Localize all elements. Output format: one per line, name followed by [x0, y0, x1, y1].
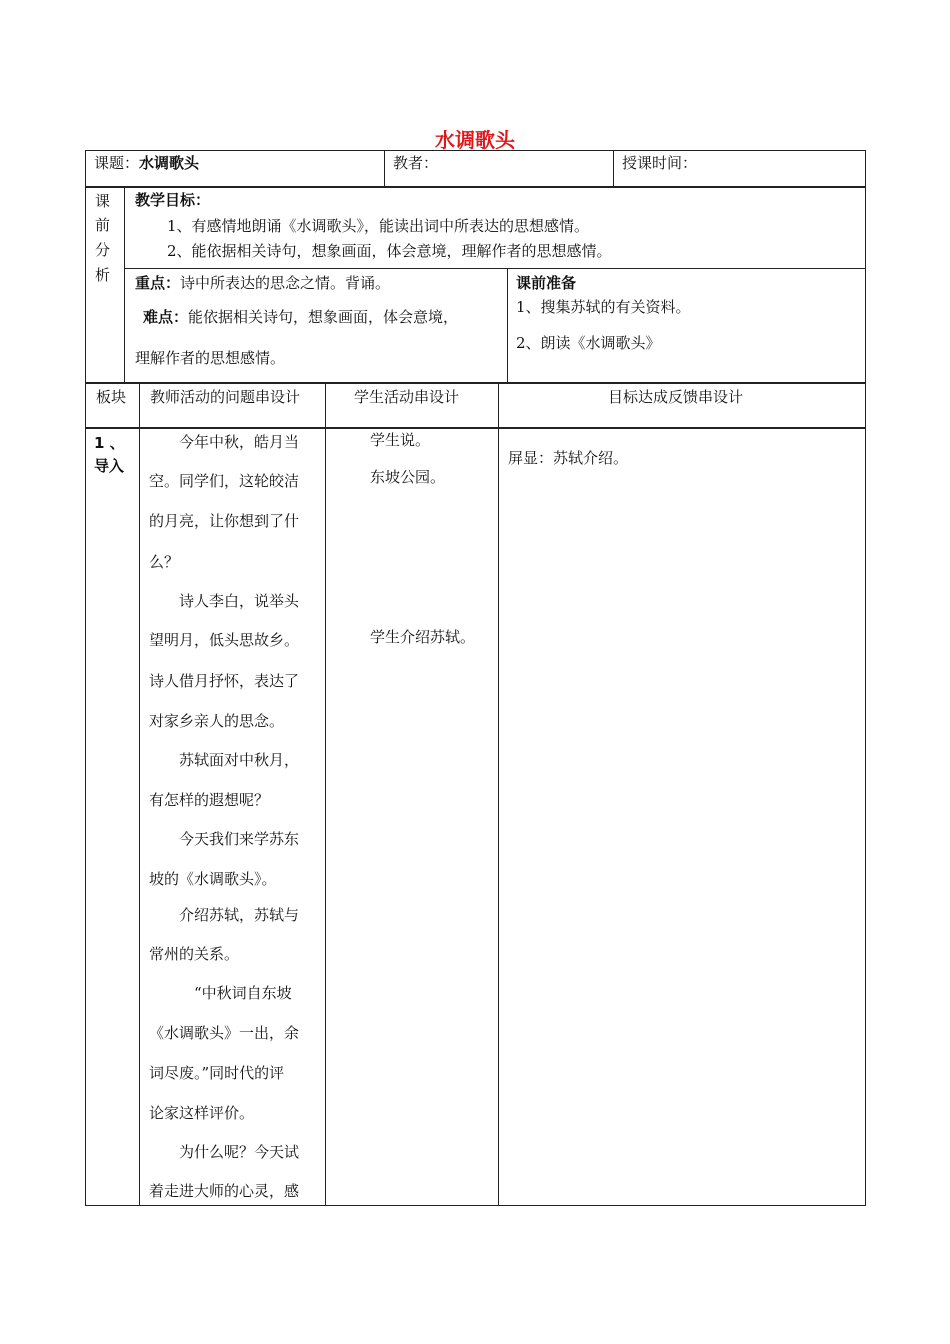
- objective-item: 2、能依据相关诗句，想象画面，体会意境，理解作者的思想感情。: [167, 242, 612, 260]
- document-title: 水调歌头: [435, 128, 515, 152]
- prep-item: 2、朗读《水调歌头》: [516, 334, 661, 352]
- time-label: 授课时间：: [622, 154, 698, 172]
- objective-item: 1、有感情地朗诵《水调歌头》，能读出词中所表达的思想感情。: [167, 217, 590, 235]
- column-header-section: 板块: [96, 388, 127, 406]
- lesson-body-row: [85, 427, 866, 1206]
- section-name: 导入: [94, 457, 125, 475]
- feedback-text: 屏显：苏轼介绍。: [508, 449, 629, 467]
- column-header-feedback: 目标达成反馈串设计: [608, 388, 744, 406]
- column-header-teacher: 教师活动的问题串设计: [150, 388, 301, 406]
- topic-cell: [94, 153, 199, 173]
- teacher-label: 教者：: [393, 154, 439, 172]
- header-row: [85, 150, 866, 188]
- difficulty-continuation: 理解作者的思想感情。: [135, 349, 286, 367]
- column-header-student: 学生活动串设计: [354, 388, 460, 406]
- prep-heading: 课前准备: [516, 274, 577, 292]
- objectives-heading: 教学目标：: [135, 191, 211, 209]
- prep-item: 1、搜集苏轼的有关资料。: [516, 298, 691, 316]
- key-point: 重点：诗中所表达的思念之情。背诵。: [135, 274, 391, 292]
- section-number: 1 、: [94, 434, 125, 452]
- topic-label: 课题：: [94, 154, 140, 172]
- topic-value: 水调歌头: [139, 154, 200, 172]
- difficulty-point: 难点：能依据相关诗句，想象画面，体会意境，: [143, 308, 459, 326]
